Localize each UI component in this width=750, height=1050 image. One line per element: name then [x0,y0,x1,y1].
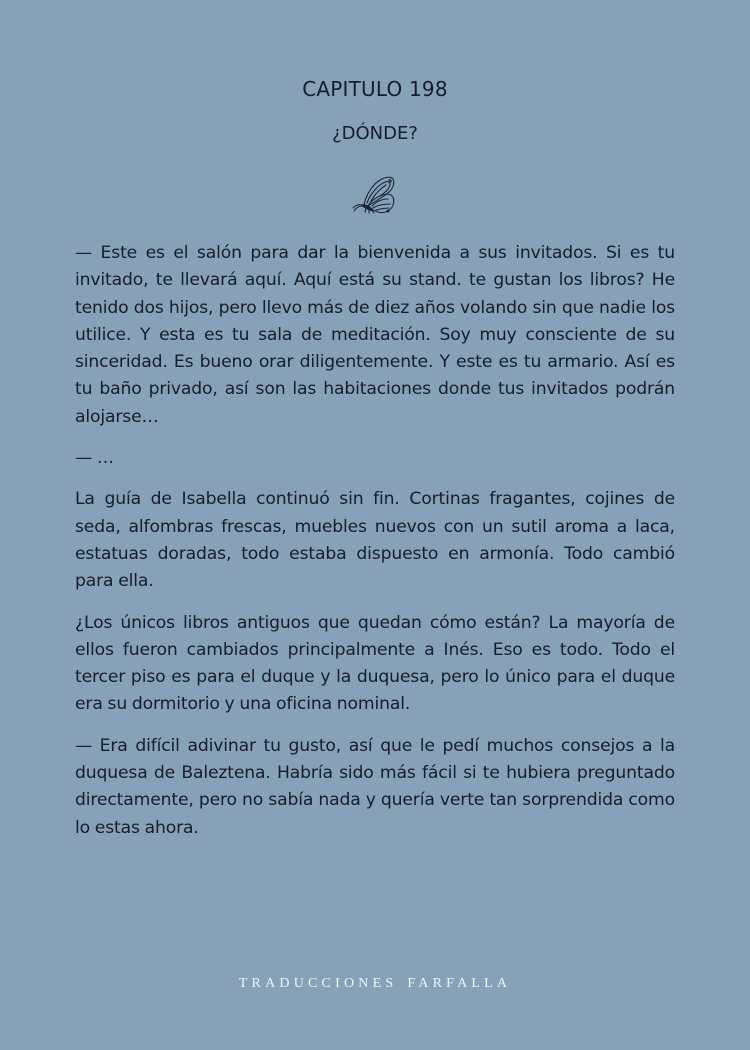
chapter-title: CAPITULO 198 [302,77,448,101]
paragraph: — Este es el salón para dar la bienvenida a sus invitados. Si es tu invitado, te llevará aquí. Aquí está su stand. te gustan los libros? He tenido dos hijos, pero llevo más de diez años volando sin que nadie los utilice. Y esta es tu sala de meditación. Soy muy consciente de su sinceridad. Es bueno orar diligentemente. Y este es tu armario. Así es tu baño privado, así son las habitaciones donde tus invitados podrán alojarse… [75,243,675,427]
paragraph: ¿Los únicos libros antiguos que quedan cómo están? La mayoría de ellos fueron cambiados principalmente a Inés. Eso es todo. Todo el tercer piso es para el duque y la duquesa, pero lo único para el duque era su dormitorio y una oficina nominal. [75,612,675,715]
chapter-subtitle: ¿DÓNDE? [332,123,418,144]
footer-credit [0,976,750,992]
paragraph: — … [75,448,114,469]
footer-word-farfalla: FARFALLA [407,976,512,991]
chapter-body [75,240,675,856]
paragraph: — Era difícil adivinar tu gusto, así que le pedí muchos consejos a la duquesa de Baleztena. Habría sido más fácil si te hubiera preguntado directamente, pero no sabía nada y quería verte tan sorprendida como lo estas ahora. [75,735,675,838]
footer-word-traducciones: TRADUCCIONES [238,976,398,991]
butterfly-icon [350,175,398,215]
paragraph: La guía de Isabella continuó sin fin. Cortinas fragantes, cojines de seda, alfombras frescas, muebles nuevos con un sutil aroma a laca, estatuas doradas, todo estaba dispuesto en armonía. Todo cambió para ella. [75,489,675,592]
